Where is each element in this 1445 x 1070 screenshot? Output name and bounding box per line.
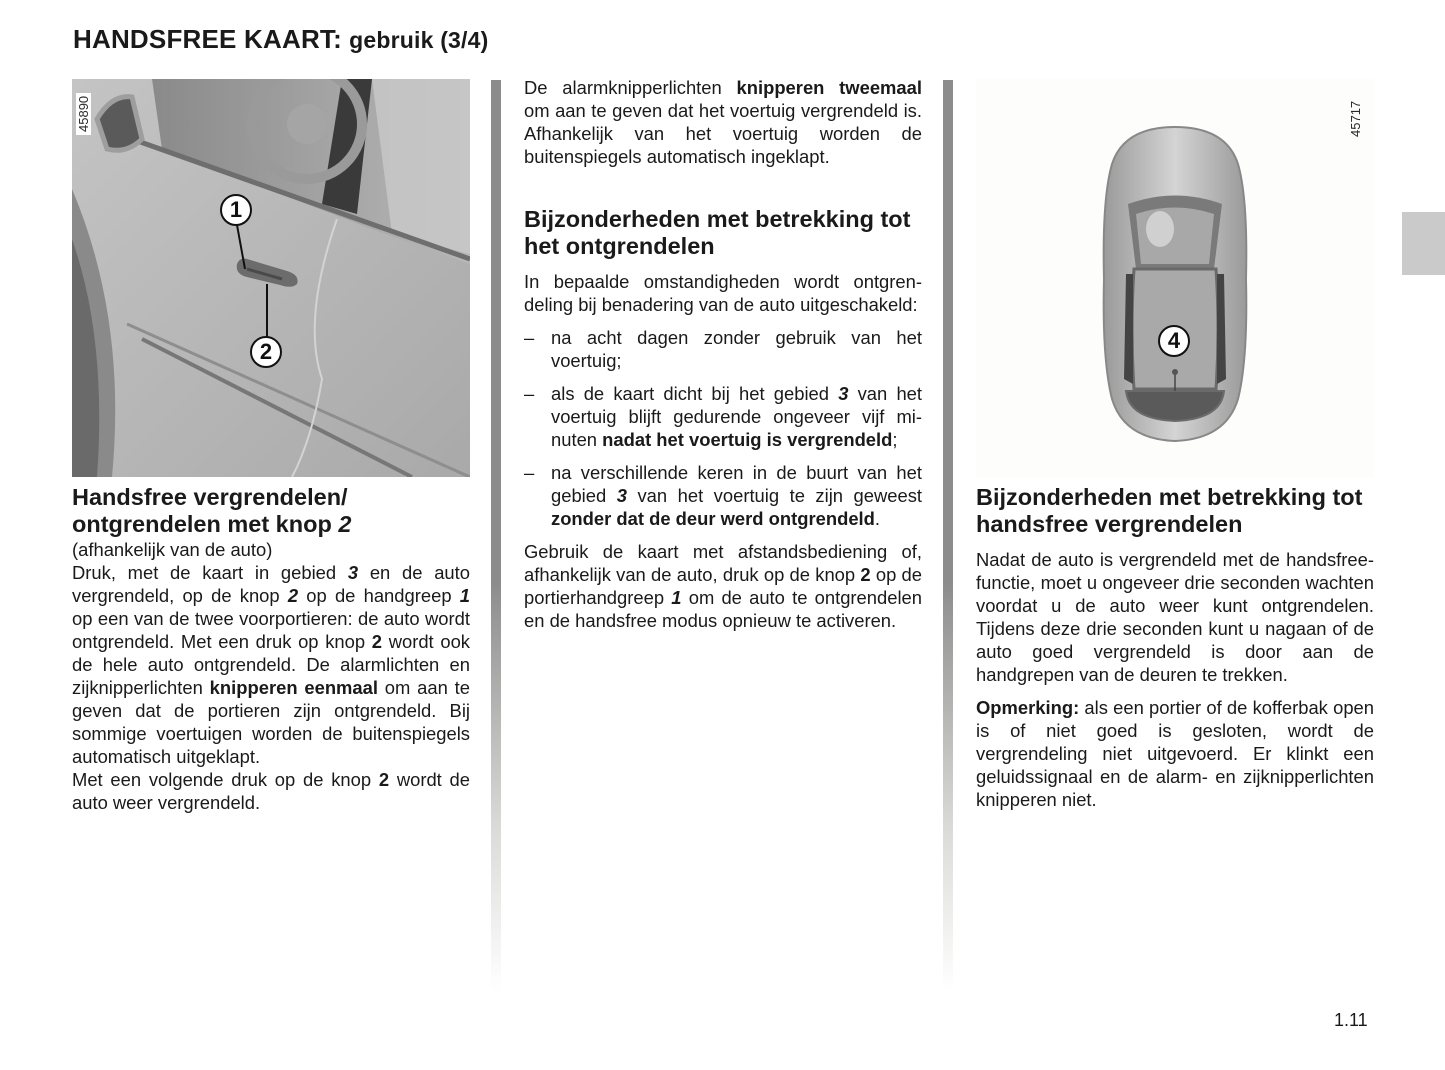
page-number: 1.11: [1334, 1010, 1368, 1030]
section-tab: [1402, 212, 1445, 275]
list-item: – na acht dagen zonder gebruik van het voertuig;: [524, 326, 922, 372]
paragraph: Nadat de auto is vergrendeld met de handsfree-functie, moet u ongeveer drie seconden wachten voordat u de auto weer kunt ontgrendelen. Tijdens deze drie seconden kunt u nagaan of de auto goed vergrendeld is door aan de handgrepen van de deuren te trekken.: [976, 549, 1374, 685]
page-title: [73, 24, 489, 55]
figure-id: 45717: [1348, 100, 1363, 137]
list-item: – als de kaart dicht bij het gebied 3 van het voertuig blijft gedurende ongeveer vijf minuten nadat het voertuig is vergrendeld;: [524, 382, 922, 451]
list-item: – na verschillende keren in de buurt van het gebied 3 van het voertuig te zijn geweest zonder dat de deur werd ontgrendeld.: [524, 461, 922, 530]
paragraph: Met een volgende druk op de knop 2 wordt de auto weer vergrendeld.: [72, 769, 470, 813]
figure-car-top-view: [976, 79, 1374, 477]
page-title-main: HANDSFREE KAART:: [73, 24, 342, 54]
column-divider-right: [943, 80, 953, 992]
section-heading-unlock-details: Bijzonderheden met betrekking tot het ontgrendelen: [524, 206, 911, 259]
column-right: [976, 484, 1374, 811]
car-top-view-illustration: [976, 79, 1374, 477]
figure-door-handle: [72, 79, 470, 477]
note-paragraph: Opmerking: als een portier of de kofferbak open is of niet goed is gesloten, wordt de vergrendeling niet uitgevoerd. Er klinkt een geluidssignaal en de alarm- en zijknipperlichten knipperen niet.: [976, 697, 1374, 810]
callout-2: 2: [250, 336, 282, 368]
car-door-handle-illustration: [72, 79, 470, 477]
column-left: [72, 484, 470, 814]
paragraph: Gebruik de kaart met afstandsbediening of, afhankelijk van de auto, druk op de knop 2 op de portierhandgreep 1 om de auto te ontgrendelen en de handsfree modus opnieuw te activeren.: [524, 541, 922, 631]
page-title-sub: gebruik (3/4): [349, 27, 489, 53]
paragraph: De alarmknipperlichten knipperen tweemaal om aan te geven dat het voertuig vergrendeld is. Afhankelijk van het voertuig worden de buitenspiegels automatisch ingeklapt.: [524, 77, 922, 167]
column-divider-left: [491, 80, 501, 992]
condition-list: [524, 326, 922, 530]
column-middle: [524, 76, 922, 632]
figure-id: 45890: [76, 93, 91, 135]
note-label: Opmerking:: [976, 697, 1080, 718]
paragraph: Druk, met de kaart in gebied 3 en de auto vergrendeld, op de knop 2 op de handgreep 1 op een van de twee voorportieren: de auto wordt ontgrendeld. Met een druk op knop 2 wordt ook de hele auto ontgrendeld. De alarmlichten en zijknipperlichten knipperen eenmaal om aan te geven dat de portieren zijn ontgrendeld. Bij sommige voertuigen worden de buitenspiegels automatisch uitgeklapt.: [72, 562, 470, 767]
callout-4: 4: [1158, 325, 1190, 357]
heading-text: Handsfree vergrendelen/ ontgrendelen met knop: [72, 484, 348, 537]
section-heading-handsfree-lock-details: Bijzonderheden met betrekking tot handsfree vergrendelen: [976, 484, 1363, 537]
callout-1: 1: [220, 194, 252, 226]
section-subheading: (afhankelijk van de auto): [72, 539, 273, 560]
paragraph: In bepaalde omstandigheden wordt ontgrendeling bij benadering van de auto uitgeschakeld:: [524, 271, 922, 315]
section-heading-handsfree-unlock: [72, 484, 470, 538]
heading-ref: 2: [338, 511, 352, 537]
